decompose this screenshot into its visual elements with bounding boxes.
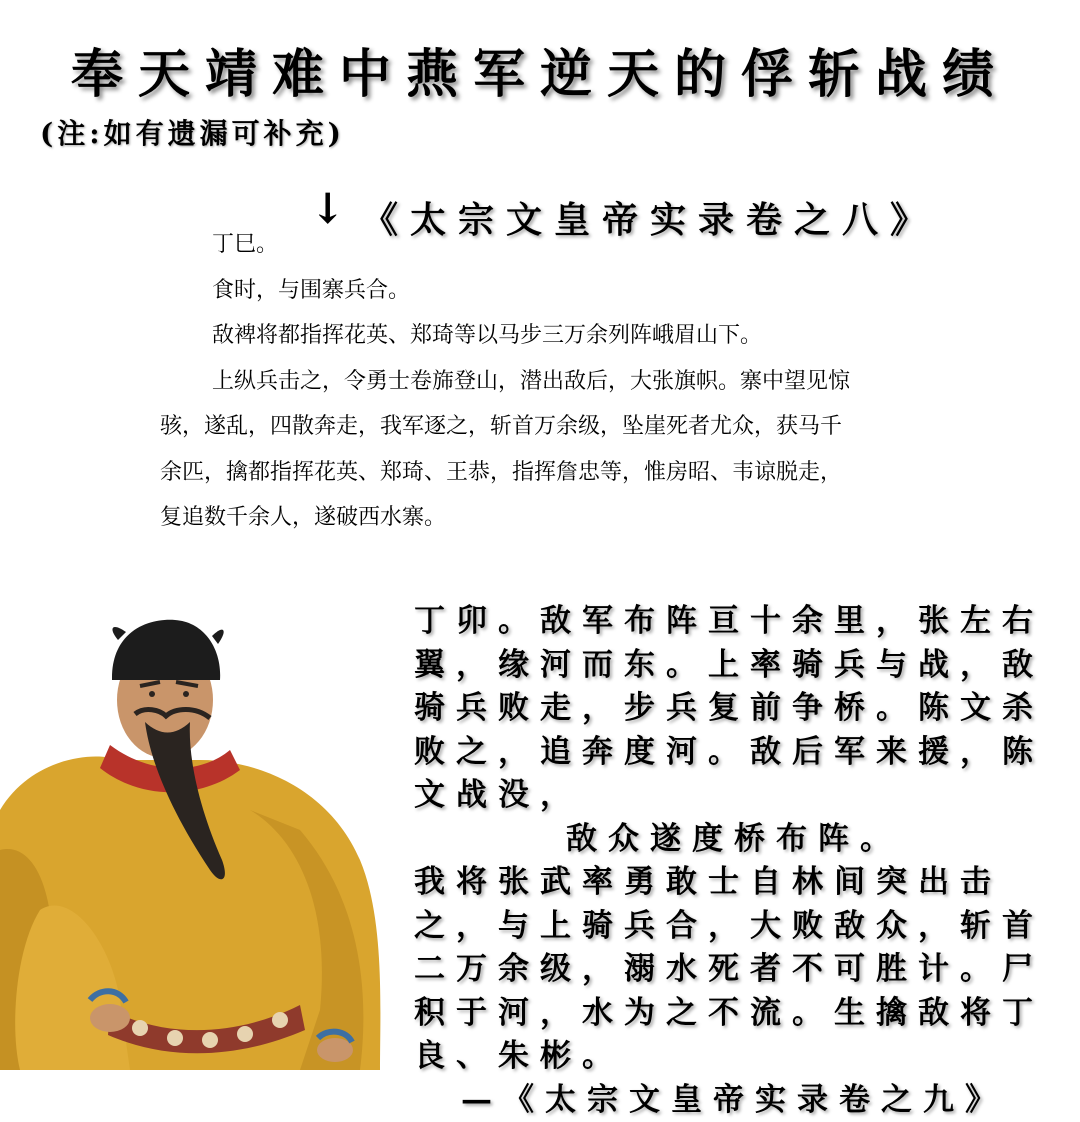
passage-text: 我将张武率勇敢士自林间突出击之，与上骑兵合，大败敌众，斩首二万余级，溺水死者不可胜计。尸积于河，水为之不流。生擒敌将丁良、朱彬。	[414, 861, 1054, 1079]
passage-line: 食时，与围寨兵合。	[160, 268, 860, 314]
passage-line: 敌裨将都指挥花英、郑琦等以马步三万余列阵峨眉山下。	[160, 313, 860, 359]
supplement-note: (注:如有遗漏可补充)	[40, 112, 345, 152]
down-arrow-icon: ↓	[310, 184, 345, 233]
passage-text: 敌众遂度桥布阵。	[414, 818, 1054, 862]
passage-line: 上纵兵击之，令勇士卷旆登山，潜出敌后，大张旗帜。寨中望见惊骇，遂乱，四散奔走，我军逐之，斩首万余级，坠崖死者尤众，获马千余匹，擒都指挥花英、郑琦、王恭，指挥詹忠等，惟房昭、韦谅脱走，复追数千余人，遂破西水寨。	[160, 359, 850, 541]
page-title: 奉天靖难中燕军逆天的俘斩战绩	[0, 32, 1080, 107]
passage-line: 丁巳。	[160, 222, 860, 268]
passage-volume-9	[414, 600, 1054, 1122]
emperor-portrait	[0, 610, 400, 1070]
source-reference-volume-8: 《太宗文皇帝实录卷之八》	[362, 192, 938, 243]
passage-text: 丁卯。敌军布阵亘十余里，张左右翼，缘河而东。上率骑兵与战，敌骑兵败走，步兵复前争桥。陈文杀败之，追奔度河。敌后军来援，陈文战没，	[414, 600, 1054, 818]
passage-volume-8	[160, 222, 860, 541]
source-reference-volume-9: —《太宗文皇帝实录卷之九》	[414, 1079, 1054, 1122]
